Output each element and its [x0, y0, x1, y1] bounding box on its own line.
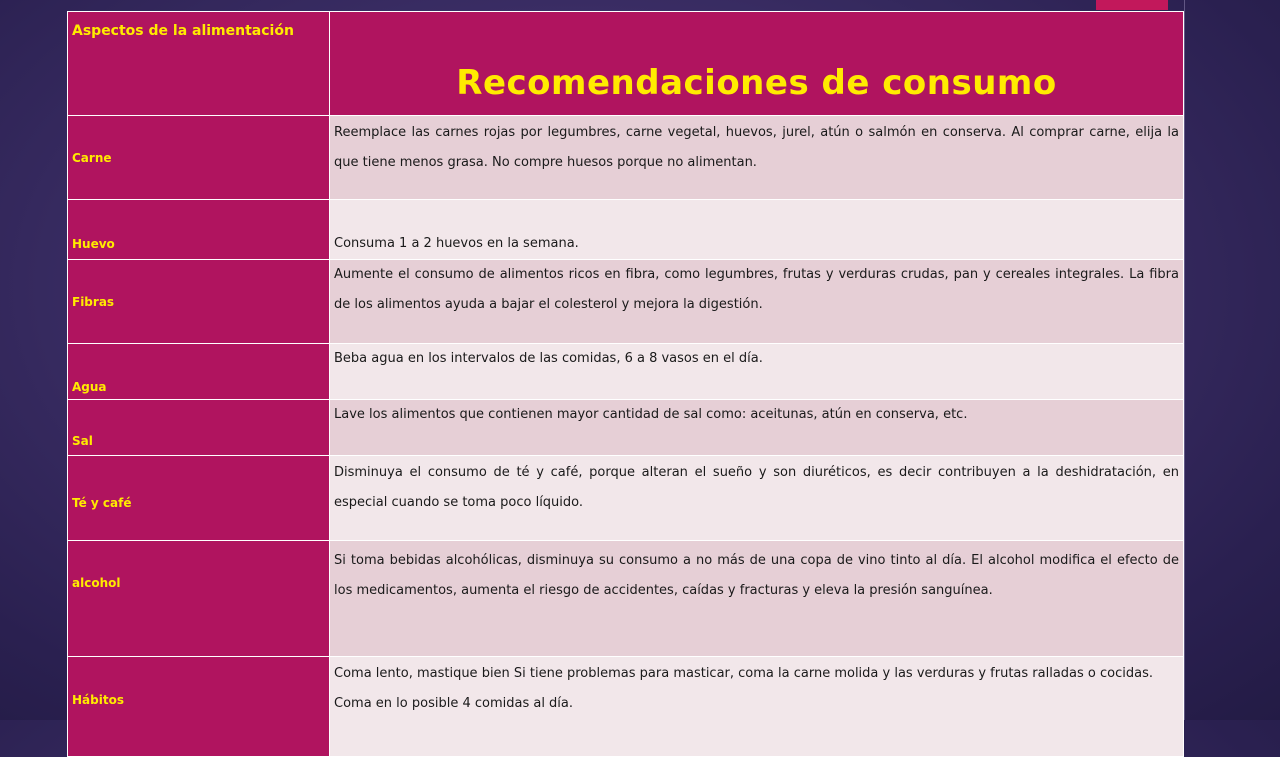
header-aspects: Aspectos de la alimentación [68, 12, 330, 116]
row-label-text: Té y café [72, 496, 132, 510]
table-row [68, 116, 1184, 200]
row-label [68, 456, 330, 541]
row-label [68, 541, 330, 657]
row-label [68, 400, 330, 456]
table-row [68, 456, 1184, 541]
table-row [68, 400, 1184, 456]
row-label-text: Huevo [72, 237, 115, 251]
accent-tab [1096, 0, 1168, 10]
row-content: Si toma bebidas alcohólicas, disminuya su consumo a no más de una copa de vino tinto al día. El alcohol modifica el efecto de los medicamentos, aumenta el riesgo de accidentes, caídas y fracturas y eleva la presión sanguínea. [330, 541, 1184, 657]
row-content: Reemplace las carnes rojas por legumbres, carne vegetal, huevos, jurel, atún o salmón en conserva. Al comprar carne, elija la que tiene menos grasa. No compre huesos porque no alimentan. [330, 116, 1184, 200]
recommendations-table [67, 11, 1184, 757]
table-row [68, 344, 1184, 400]
row-label-text: Fibras [72, 295, 115, 309]
row-content-line: Coma lento, mastique bien Si tiene problemas para masticar, coma la carne molida y las verduras y frutas ralladas o cocidas. [334, 666, 1153, 681]
row-label [68, 116, 330, 200]
decorative-line [1184, 0, 1185, 720]
row-label-text: Hábitos [72, 693, 124, 707]
header-recommendations: Recomendaciones de consumo [330, 12, 1184, 116]
table-row [68, 541, 1184, 657]
row-label-text: Carne [72, 151, 112, 165]
row-content: Aumente el consumo de alimentos ricos en fibra, como legumbres, frutas y verduras crudas, pan y cereales integrales. La fibra de los alimentos ayuda a bajar el colesterol y mejora la digestión. [330, 260, 1184, 344]
row-label-text: Agua [72, 380, 107, 394]
table-row [68, 657, 1184, 757]
table-header-row [68, 12, 1184, 116]
row-label [68, 260, 330, 344]
table-row [68, 200, 1184, 260]
row-label [68, 200, 330, 260]
row-label-text: alcohol [72, 576, 121, 590]
row-content: Lave los alimentos que contienen mayor cantidad de sal como: aceitunas, atún en conserva, etc. [330, 400, 1184, 456]
row-content-line: Coma en lo posible 4 comidas al día. [334, 696, 574, 711]
table-row [68, 260, 1184, 344]
row-content [330, 657, 1184, 757]
row-label [68, 657, 330, 757]
row-content: Beba agua en los intervalos de las comidas, 6 a 8 vasos en el día. [330, 344, 1184, 400]
row-content: Consuma 1 a 2 huevos en la semana. [330, 200, 1184, 260]
row-label [68, 344, 330, 400]
row-content: Disminuya el consumo de té y café, porque alteran el sueño y son diuréticos, es decir contribuyen a la deshidratación, en especial cuando se toma poco líquido. [330, 456, 1184, 541]
row-label-text: Sal [72, 434, 93, 448]
